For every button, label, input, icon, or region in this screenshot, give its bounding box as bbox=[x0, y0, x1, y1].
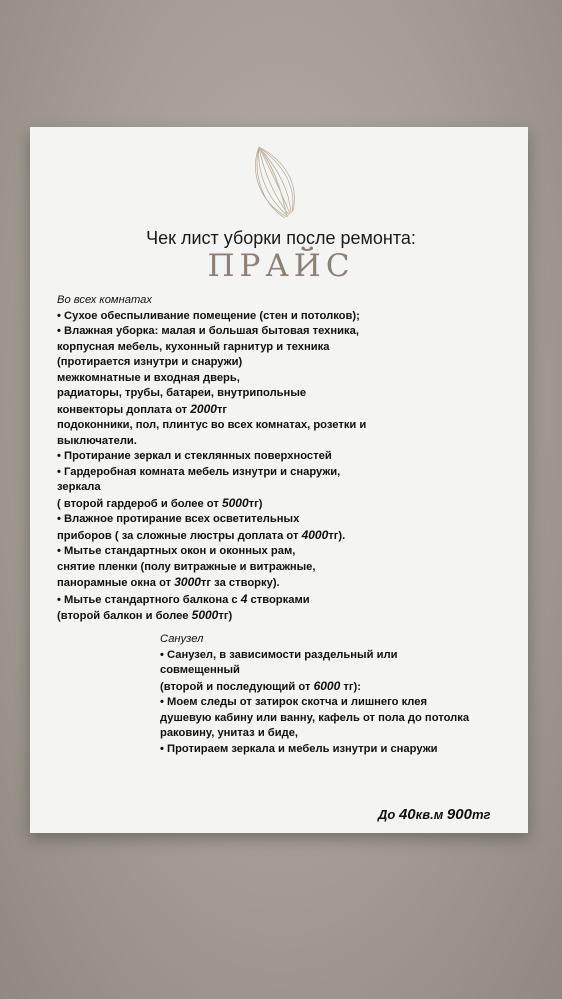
footer-prefix: До bbox=[378, 807, 399, 822]
list-item: • Сухое обеспыливание помещение (стен и потолков); bbox=[57, 309, 360, 322]
list-item bbox=[57, 575, 417, 592]
currency-text: тг) bbox=[248, 497, 263, 510]
list-item: душевую кабину или ванну, кафель от пола до потолка bbox=[160, 711, 470, 724]
list-item: • Гардеробная комната мебель изнутри и снаружи, bbox=[57, 465, 341, 478]
currency-text: тг bbox=[216, 403, 228, 416]
list-item-text: • Мытье стандартного балкона с bbox=[57, 593, 241, 606]
currency-text: тг bbox=[471, 807, 491, 822]
price-summary bbox=[378, 806, 490, 823]
price-value: 5000 bbox=[191, 608, 219, 622]
list-item-text: приборов ( за сложные люстры доплата от bbox=[57, 529, 302, 542]
list-item: раковину, унитаз и биде, bbox=[160, 727, 299, 739]
list-item: • Влажное протирание всех осветительных bbox=[57, 513, 300, 525]
list-item bbox=[57, 402, 417, 419]
list-item: зеркала bbox=[57, 481, 101, 493]
list-item: подоконники, пол, плинтус во всех комнатах, розетки и bbox=[57, 419, 367, 431]
leaf-logo-icon bbox=[247, 143, 299, 221]
section-title: Санузел bbox=[160, 633, 204, 645]
list-item bbox=[57, 592, 417, 609]
page-title: Чек лист уборки после ремонта: bbox=[146, 228, 416, 248]
list-item: (протирается изнутри и снаружи) bbox=[57, 356, 243, 368]
list-item: • Моем следы от затирок скотча и лишнего клея bbox=[160, 696, 428, 708]
price-value: 2000 bbox=[190, 401, 217, 416]
section-all-rooms bbox=[57, 293, 417, 625]
list-item: радиаторы, трубы, батареи, внутрипольные bbox=[57, 387, 307, 399]
section-title: Во всех комнатах bbox=[57, 294, 152, 306]
list-item: • Мытье стандартных окон и оконных рам, bbox=[57, 545, 296, 557]
list-item-text: панорамные окна от bbox=[57, 577, 175, 589]
list-item: снятие пленки (полу витражные и витражные, bbox=[57, 560, 316, 573]
list-item-text: конвекторы доплата от bbox=[57, 403, 191, 416]
section-bathroom bbox=[160, 632, 500, 757]
list-item: • Протираем зеркала и мебель изнутри и снаружи bbox=[160, 742, 438, 755]
currency-text: тг): bbox=[340, 680, 361, 693]
list-item-text: створками bbox=[247, 593, 310, 606]
list-item: • Протирание зеркал и стеклянных поверхностей bbox=[57, 450, 332, 462]
list-item bbox=[57, 496, 417, 513]
currency-text: тг за створку). bbox=[200, 577, 280, 589]
list-item-text: (второй и последующий от bbox=[160, 680, 314, 693]
list-item bbox=[57, 608, 417, 625]
price-heading: ПРАЙС bbox=[207, 248, 355, 284]
list-item: межкомнатные и входная дверь, bbox=[57, 371, 240, 384]
list-item: выключатели. bbox=[57, 434, 137, 447]
list-item: совмещенный bbox=[160, 664, 240, 676]
list-item bbox=[57, 528, 417, 545]
price-value: 4000 bbox=[301, 527, 329, 542]
list-item: • Санузел, в зависимости раздельный или bbox=[160, 648, 398, 661]
price-value: 5000 bbox=[221, 495, 249, 510]
list-item-text: • Влажная уборка: малая и большая бытовая техника, bbox=[57, 325, 359, 337]
price-value: 3000 bbox=[174, 575, 201, 589]
price-value: 6000 bbox=[313, 678, 341, 693]
total-price: 900 bbox=[446, 806, 472, 823]
currency-text: тг). bbox=[328, 529, 346, 542]
area-unit: кв.м bbox=[415, 807, 447, 822]
count-value: 4 bbox=[240, 591, 248, 606]
list-item-text: (второй балкон и более bbox=[57, 610, 192, 622]
list-item: корпусная мебель, кухонный гарнитур и техника bbox=[57, 340, 330, 353]
list-item bbox=[160, 679, 500, 696]
area-value: 40 bbox=[398, 806, 416, 823]
list-item-text: ( второй гардероб и более от bbox=[57, 497, 222, 510]
list-item bbox=[57, 324, 417, 340]
currency-text: тг) bbox=[218, 610, 233, 622]
